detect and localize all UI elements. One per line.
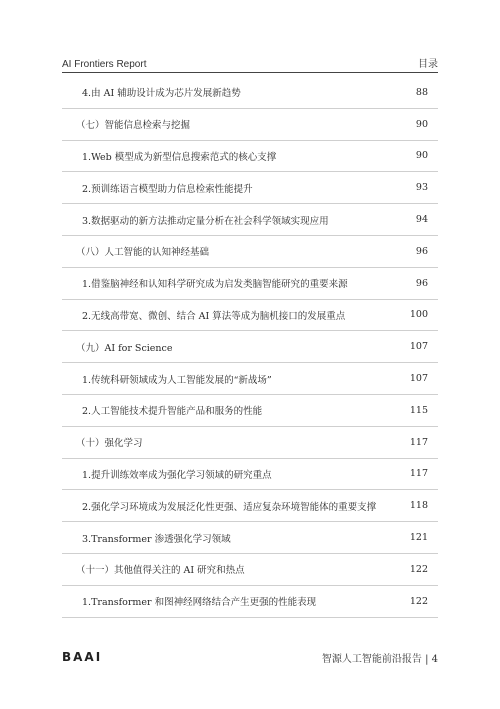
toc-entry-title: 3.Transformer 渗透强化学习领域 <box>82 533 231 545</box>
toc-entry-title: 2.无线高带宽、微创、结合 AI 算法等成为脑机接口的发展重点 <box>82 310 346 322</box>
toc-entry-row[interactable] <box>62 204 438 236</box>
toc-entry-row[interactable] <box>62 586 438 618</box>
toc-entry-title: 4.由 AI 辅助设计成为芯片发展新趋势 <box>82 88 241 100</box>
toc-entry-title: 1.传统科研领域成为人工智能发展的“新战场” <box>82 374 272 386</box>
footer-page-label: 智源人工智能前沿报告 | 4 <box>321 654 438 665</box>
toc-page-number: 90 <box>415 150 428 162</box>
toc-page-number: 117 <box>409 468 428 480</box>
toc-entry-row[interactable] <box>62 522 438 554</box>
header-divider <box>62 72 438 73</box>
toc-page-number: 107 <box>409 373 428 385</box>
toc-entry-title: 1.Web 模型成为新型信息搜索范式的核心支撑 <box>82 151 277 163</box>
toc-page-number: 115 <box>409 404 428 416</box>
toc-entry-title: 1.Transformer 和图神经网络结合产生更强的性能表现 <box>82 597 317 609</box>
toc-entry-row[interactable] <box>62 77 438 109</box>
toc-page-number: 118 <box>409 500 428 512</box>
toc-page-number: 93 <box>415 182 428 194</box>
page-header <box>62 55 438 70</box>
toc-section-row[interactable] <box>62 331 438 363</box>
toc-entry-row[interactable] <box>62 363 438 395</box>
toc-entry-title: （十一）其他值得关注的 AI 研究和热点 <box>76 565 245 577</box>
report-title: AI Frontiers Report <box>62 59 147 70</box>
toc-entry-row[interactable] <box>62 300 438 332</box>
toc-page-number: 94 <box>415 214 428 226</box>
toc-entry-title: （七）智能信息检索与挖掘 <box>76 120 191 132</box>
toc-page-number: 96 <box>415 245 428 257</box>
toc-entry-title: （九）AI for Science <box>76 342 173 354</box>
toc-page-number: 96 <box>415 277 428 289</box>
section-label: 目录 <box>418 59 438 70</box>
toc-page-number: 100 <box>409 309 428 321</box>
table-of-contents <box>62 77 438 618</box>
toc-entry-title: 2.强化学习环境成为发展泛化性更强、适应复杂环境智能体的重要支撑 <box>82 501 377 513</box>
toc-section-row[interactable] <box>62 236 438 268</box>
toc-section-row[interactable] <box>62 554 438 586</box>
toc-section-row[interactable] <box>62 109 438 141</box>
toc-entry-title: 2.预训练语言模型助力信息检索性能提升 <box>82 183 253 195</box>
toc-page-number: 122 <box>409 563 428 575</box>
toc-entry-title: 2.人工智能技术提升智能产品和服务的性能 <box>82 406 263 418</box>
toc-entry-row[interactable] <box>62 141 438 173</box>
toc-page-number: 122 <box>409 595 428 607</box>
toc-page-number: 88 <box>415 86 428 98</box>
toc-page-number: 121 <box>409 532 428 544</box>
toc-entry-title: （八）人工智能的认知神经基础 <box>76 247 210 259</box>
toc-entry-row[interactable] <box>62 172 438 204</box>
toc-section-row[interactable] <box>62 427 438 459</box>
toc-page-number: 117 <box>409 436 428 448</box>
toc-entry-title: 1.借鉴脑神经和认知科学研究成为启发类脑智能研究的重要来源 <box>82 279 348 291</box>
toc-page-number: 90 <box>415 118 428 130</box>
toc-entry-title: 3.数据驱动的新方法推动定量分析在社会科学领域实现应用 <box>82 215 329 227</box>
toc-entry-row[interactable] <box>62 459 438 491</box>
toc-entry-row[interactable] <box>62 395 438 427</box>
toc-entry-title: （十）强化学习 <box>76 438 143 450</box>
toc-page-number: 107 <box>409 341 428 353</box>
toc-entry-row[interactable] <box>62 490 438 522</box>
toc-entry-title: 1.提升训练效率成为强化学习领域的研究重点 <box>82 469 272 481</box>
baai-logo: BAAI <box>62 650 103 664</box>
toc-entry-row[interactable] <box>62 268 438 300</box>
